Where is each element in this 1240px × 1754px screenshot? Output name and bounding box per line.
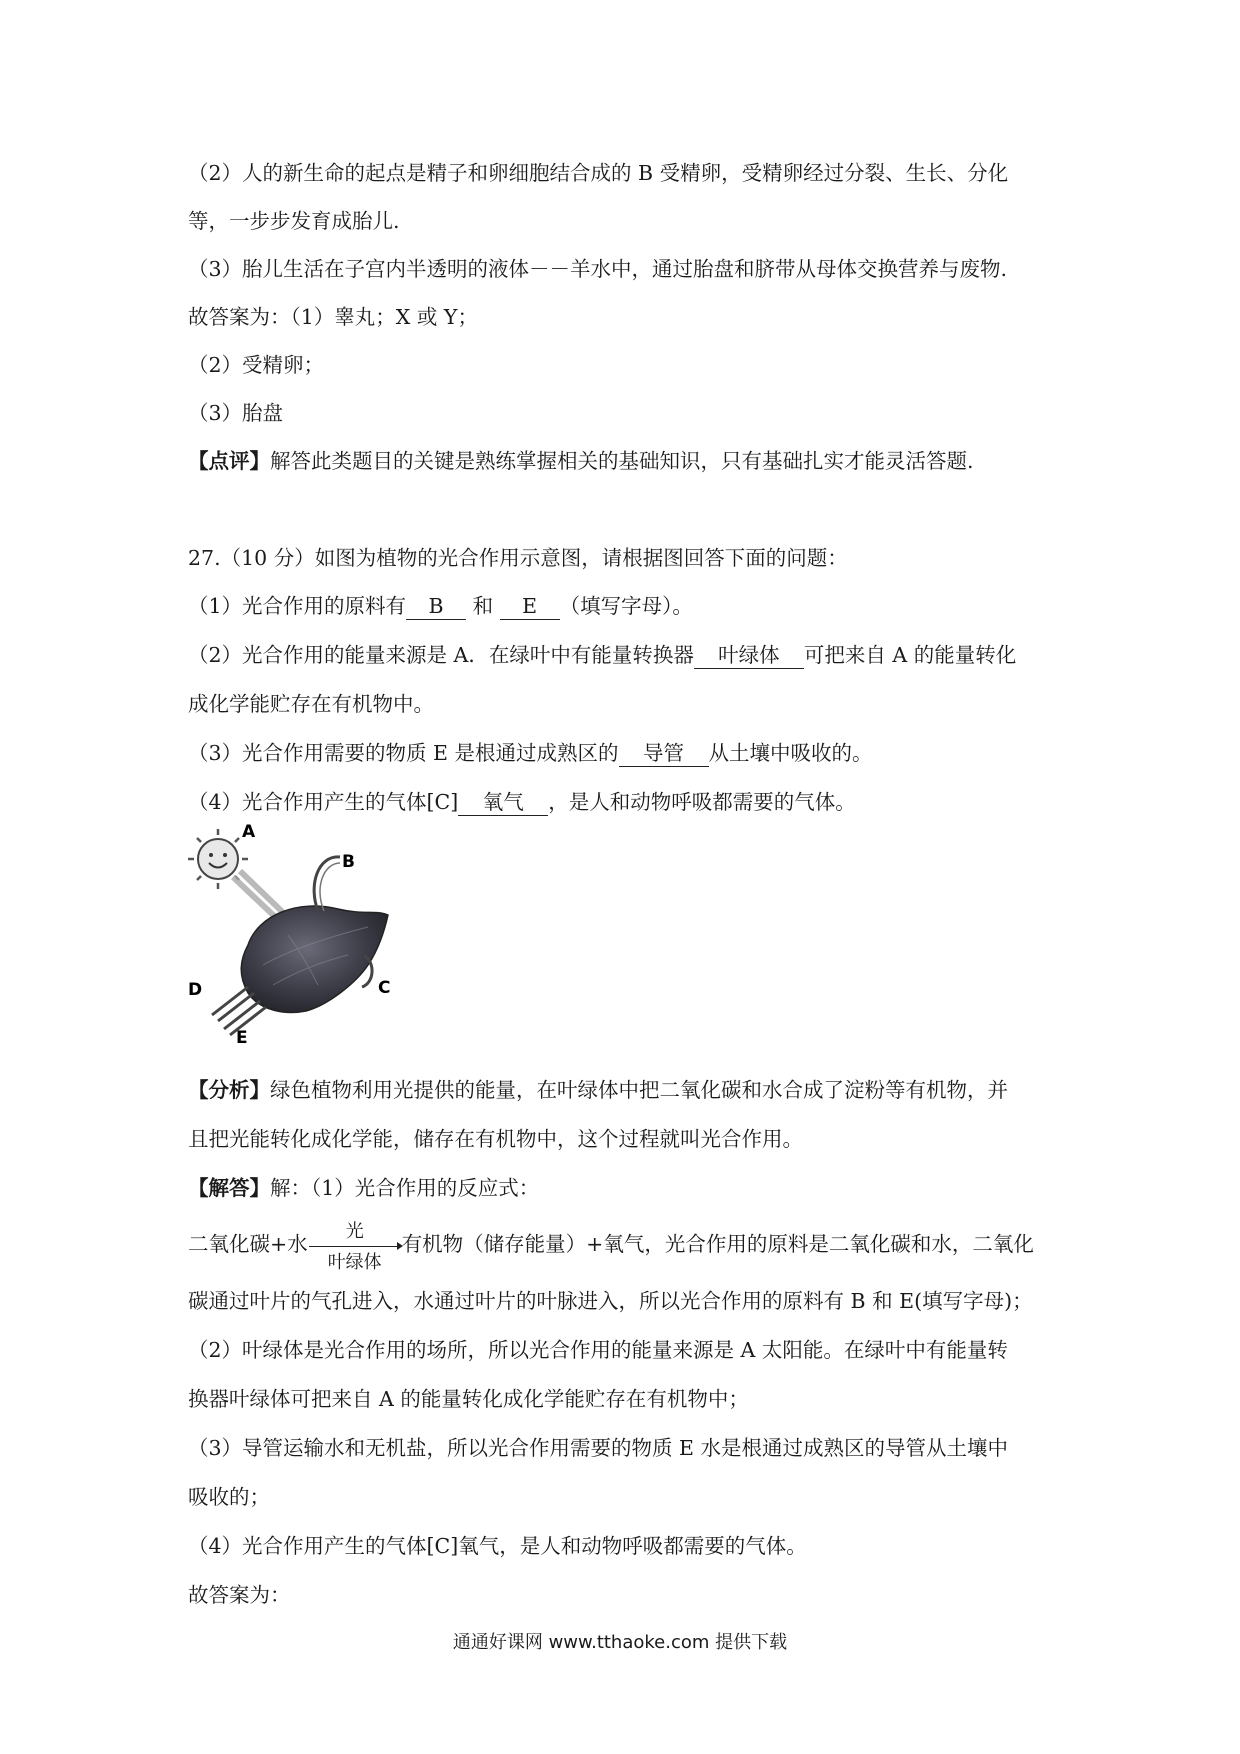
prev-answer-2: （2）受精卵； [188,353,325,377]
solution-line2b: 换器叶绿体可把来自 A 的能量转化成化学能贮存在有机物中； [188,1387,749,1411]
label-d: D [188,980,203,1000]
photosynthesis-figure [178,815,410,1047]
q27-sub2-text: （2）光合作用的能量来源是 A．在绿叶中有能量转换器 [188,643,694,667]
label-a: A [242,822,256,842]
q27-sub1 [188,591,693,621]
q27-sub1-text: （1）光合作用的原料有 [188,594,407,618]
q27-sub3-text: （3）光合作用需要的物质 E 是根通过成熟区的 [188,741,619,765]
q27-sub4-text: （4）光合作用产生的气体[C] [188,790,459,814]
reaction-arrow [309,1220,401,1273]
prev-p2-line1: （2）人的新生命的起点是精子和卵细胞结合成的 B 受精卵，受精卵经过分裂、生长、分化 [188,161,1009,185]
leaf-shape [241,906,391,1012]
solution-line4: （4）光合作用产生的气体[C]氧气，是人和动物呼吸都需要的气体。 [188,1534,807,1558]
prev-answer-intro: 故答案为：（1）睾丸；X 或 Y； [188,305,478,329]
solution-tag: 【解答】 [188,1176,270,1200]
q27-sub1-and: 和 [472,594,494,618]
label-e: E [236,1028,248,1047]
prev-answer-3: （3）胎盘 [188,401,284,425]
equation-condition-chloroplast: 叶绿体 [327,1251,382,1273]
q27-blank-chloroplast: 叶绿体 [694,642,804,669]
solution-line3b: 吸收的； [188,1485,270,1509]
equation-right: 有机物（储存能量）+氧气，光合作用的原料是二氧化碳和水，二氧化 [401,1232,1034,1256]
q27-blank-e: E [500,593,560,620]
q27-blank-vessel: 导管 [619,740,709,767]
q27-blank-b: B [406,593,466,620]
analysis-line1 [188,1075,1008,1105]
q27-sub4 [188,787,856,817]
solution-line1b: 碳通过叶片的气孔进入，水通过叶片的叶脉进入，所以光合作用的原料有 B 和 E(填写字母)； [188,1289,1033,1313]
photosynthesis-diagram [178,815,410,1047]
equation-left: 二氧化碳+水 [188,1232,308,1256]
q27-sub2-cont: 成化学能贮存在有机物中。 [188,692,434,716]
q27-sub3-tail: 从土壤中吸收的。 [708,741,873,765]
label-b: B [342,852,355,872]
analysis-line2: 且把光能转化成化学能，储存在有机物中，这个过程就叫光合作用。 [188,1127,803,1151]
prev-p3: （3）胎儿生活在子宫内半透明的液体－－羊水中，通过胎盘和脐带从母体交换营养与废物. [188,257,1008,281]
arrow-b [314,857,340,911]
arrow-b-outline [320,863,340,911]
q27-sub1-tail: （填写字母）。 [559,594,693,618]
solution-final: 故答案为： [188,1583,291,1607]
prev-p2-line2: 等，一步步发育成胎儿. [188,209,400,233]
prev-comment [188,446,974,476]
comment-text: 解答此类题目的关键是熟练掌握相关的基础知识，只有基础扎实才能灵活答题. [270,449,974,473]
analysis-text1: 绿色植物利用光提供的能量，在叶绿体中把二氧化碳和水合成了淀粉等有机物，并 [270,1078,1008,1102]
solution-line3a: （3）导管运输水和无机盐，所以光合作用需要的物质 E 水是根通过成熟区的导管从土壤中 [188,1436,1009,1460]
solution-intro-text: 解：（1）光合作用的反应式： [270,1176,540,1200]
page-footer: 通通好课网 www.tthaoke.com 提供下载 [452,1632,788,1653]
equation-condition-light: 光 [345,1220,364,1242]
q27-sub2 [188,640,1016,670]
q27-blank-oxygen: 氧气 [458,789,548,816]
q27-sub4-tail: ，是人和动物呼吸都需要的气体。 [548,790,856,814]
solution-line2a: （2）叶绿体是光合作用的场所，所以光合作用的能量来源是 A 太阳能。在绿叶中有能量转 [188,1338,1008,1362]
comment-tag: 【点评】 [188,449,270,473]
q27-sub2-tail: 可把来自 A 的能量转化 [803,643,1017,667]
q27-sub3 [188,738,873,768]
solution-equation-line [188,1220,1034,1273]
q27-stem: 27.（10 分）如图为植物的光合作用示意图，请根据图回答下面的问题： [188,546,848,570]
arrow-icon [309,1246,401,1247]
analysis-tag: 【分析】 [188,1078,270,1102]
solution-intro [188,1173,539,1203]
label-c: C [378,978,391,998]
